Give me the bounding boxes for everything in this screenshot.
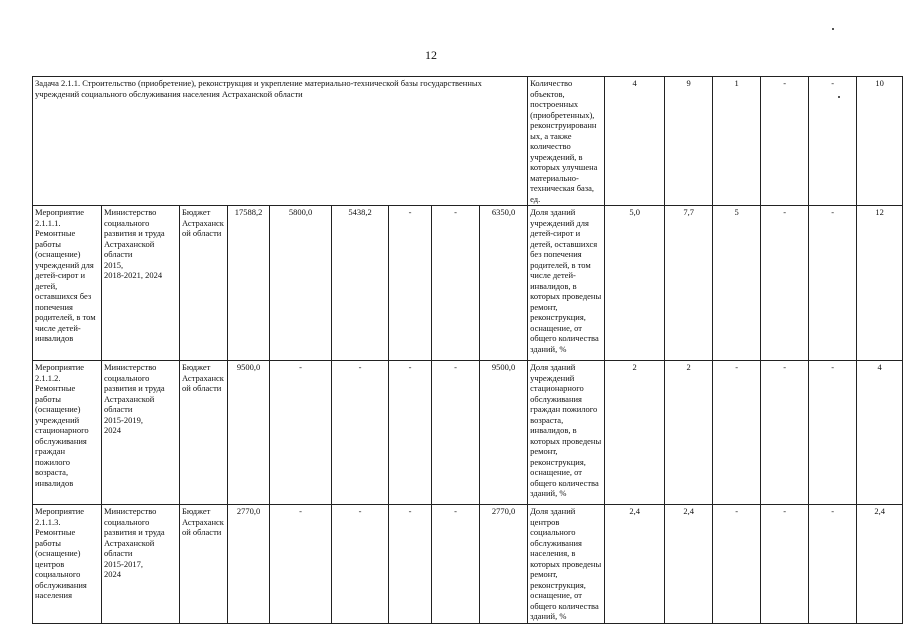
finance-value: - bbox=[389, 206, 432, 361]
indicator-value: 5,0 bbox=[605, 206, 665, 361]
executor-line: Министерство социального развития и труда Астраханской области bbox=[104, 506, 165, 558]
executor-line: 2024 bbox=[104, 425, 121, 435]
measure-name: Мероприятие 2.1.1.2. Ремонтные работы (оснащение) учреждений стационарного обслуживания граждан пожилого возраста, инвалидов bbox=[33, 361, 102, 505]
measure-source: Бюджет Астраханской области bbox=[180, 505, 228, 624]
indicator-value: 4 bbox=[857, 361, 903, 505]
measure-executor bbox=[102, 361, 180, 505]
indicator-value: 7,7 bbox=[665, 206, 713, 361]
measure-source: Бюджет Астраханской области bbox=[180, 206, 228, 361]
indicator-value: - bbox=[809, 206, 857, 361]
indicator-value: - bbox=[809, 361, 857, 505]
task-title: Задача 2.1.1. Строительство (приобретение), реконструкция и укрепление материально-технической базы государственных учреждений социального обслуживания населения Астраханской области bbox=[33, 77, 528, 206]
scan-speck bbox=[832, 28, 834, 30]
finance-value: - bbox=[389, 505, 432, 624]
measure-name: Мероприятие 2.1.1.1. Ремонтные работы (оснащение) учреждений для детей-сирот и детей, оставшихся без попечения родителей, в том числе детей-инвалидов bbox=[33, 206, 102, 361]
executor-line: 2015-2019, bbox=[104, 414, 143, 425]
finance-value: 5438,2 bbox=[332, 206, 389, 361]
page-number: 12 bbox=[425, 48, 437, 62]
indicator-value: - bbox=[761, 206, 809, 361]
finance-value: - bbox=[332, 361, 389, 505]
finance-value: - bbox=[270, 361, 332, 505]
finance-value: - bbox=[432, 505, 480, 624]
measure-executor bbox=[102, 206, 180, 361]
measure-row bbox=[33, 361, 903, 505]
executor-line: 2015-2017, bbox=[104, 558, 143, 569]
executor-line: 2018-2021, 2024 bbox=[104, 270, 163, 280]
indicator-value: 2,4 bbox=[665, 505, 713, 624]
finance-value: - bbox=[270, 505, 332, 624]
indicator-value: - bbox=[761, 505, 809, 624]
task-value: 10 bbox=[857, 77, 903, 206]
indicator-value: 2,4 bbox=[605, 505, 665, 624]
finance-value: 9500,0 bbox=[480, 361, 528, 505]
executor-line: 2015, bbox=[104, 259, 124, 270]
indicator-value: - bbox=[713, 361, 761, 505]
finance-value: 2770,0 bbox=[480, 505, 528, 624]
task-value: - bbox=[761, 77, 809, 206]
finance-value: - bbox=[432, 361, 480, 505]
task-indicator: Количество объектов, построенных (приобретенных), реконструированных, а также количество учреждений, в которых улучшена материально-техническая база, ед. bbox=[528, 77, 605, 206]
measure-name: Мероприятие 2.1.1.3. Ремонтные работы (оснащение) центров социального обслуживания населения bbox=[33, 505, 102, 624]
indicator-value: 2,4 bbox=[857, 505, 903, 624]
finance-total: 17588,2 bbox=[228, 206, 270, 361]
measure-indicator: Доля зданий учреждений стационарного обслуживания граждан пожилого возраста, инвалидов, в которых проведены ремонт, реконструкция, оснащение, от общего количества зданий, % bbox=[528, 361, 605, 505]
executor-line: Министерство социального развития и труда Астраханской области bbox=[104, 207, 165, 259]
measure-indicator: Доля зданий центров социального обслуживания населения, в которых проведены ремонт, реконструкция, оснащение, от общего количества зданий, % bbox=[528, 505, 605, 624]
task-value: 1 bbox=[713, 77, 761, 206]
scan-speck bbox=[838, 96, 840, 98]
task-value: 9 bbox=[665, 77, 713, 206]
indicator-value: 2 bbox=[605, 361, 665, 505]
measure-source: Бюджет Астраханской области bbox=[180, 361, 228, 505]
indicator-value: - bbox=[761, 361, 809, 505]
task-value: - bbox=[809, 77, 857, 206]
indicator-value: 2 bbox=[665, 361, 713, 505]
indicator-value: - bbox=[713, 505, 761, 624]
measure-row bbox=[33, 206, 903, 361]
finance-value: - bbox=[389, 361, 432, 505]
finance-value: 6350,0 bbox=[480, 206, 528, 361]
measure-executor bbox=[102, 505, 180, 624]
indicator-value: - bbox=[809, 505, 857, 624]
measure-indicator: Доля зданий учреждений для детей-сирот и детей, оставшихся без попечения родителей, в том числе детей-инвалидов, в которых проведены ремонт, реконструкция, оснащение, от общего количества зданий, % bbox=[528, 206, 605, 361]
measure-row bbox=[33, 505, 903, 624]
task-row bbox=[33, 77, 903, 206]
executor-line: Министерство социального развития и труда Астраханской области bbox=[104, 362, 165, 414]
finance-value: 5800,0 bbox=[270, 206, 332, 361]
task-value: 4 bbox=[605, 77, 665, 206]
finance-total: 9500,0 bbox=[228, 361, 270, 505]
program-table bbox=[32, 76, 903, 624]
indicator-value: 5 bbox=[713, 206, 761, 361]
finance-value: - bbox=[332, 505, 389, 624]
executor-line: 2024 bbox=[104, 569, 121, 579]
finance-total: 2770,0 bbox=[228, 505, 270, 624]
indicator-value: 12 bbox=[857, 206, 903, 361]
finance-value: - bbox=[432, 206, 480, 361]
